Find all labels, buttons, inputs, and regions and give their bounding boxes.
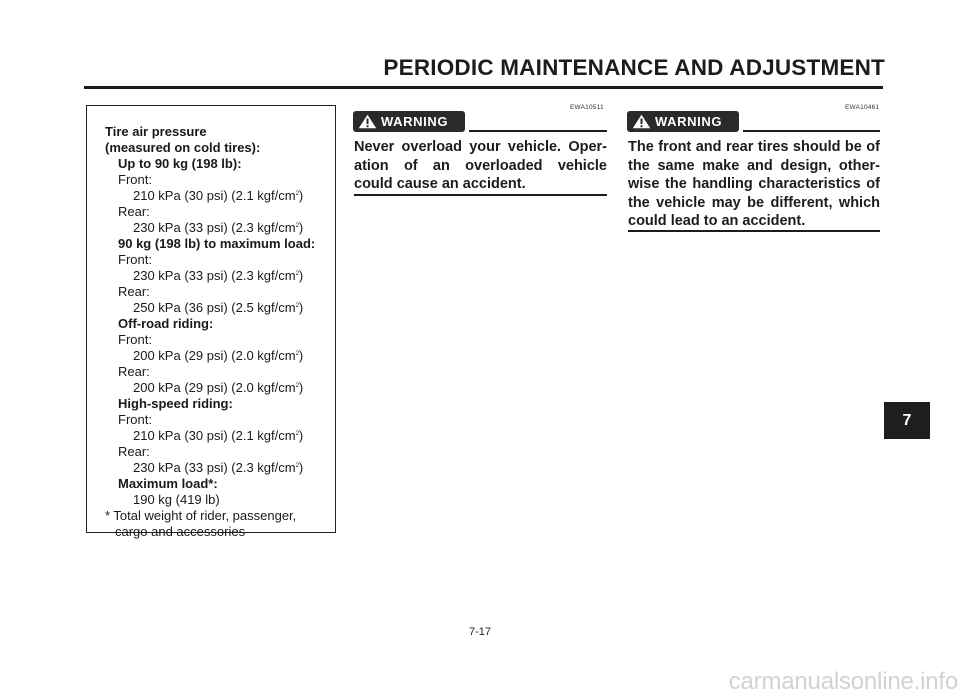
page-title: PERIODIC MAINTENANCE AND ADJUSTMENT [383, 55, 885, 80]
warning-code: EWA10461 [845, 104, 880, 111]
warning-rule [743, 130, 880, 132]
spec-line: Rear: [118, 444, 150, 459]
warning-text: The front and rear tires should be of the same make and design, other- wise the handling characteristics of the vehicle may be different, which could lead to an accident. [628, 139, 880, 229]
spec-line: Rear: [118, 284, 150, 299]
spec-line: 230 kPa (33 psi) (2.3 kgf/$cm^2$) [133, 268, 304, 283]
spec-line: 190 kg (419 lb) [133, 492, 220, 507]
warning-rule [354, 194, 607, 196]
spec-line: 90 kg (198 lb) to maximum load: [118, 236, 316, 251]
spec-line: 230 kPa (33 psi) (2.3 kgf/$cm^2$) [133, 220, 304, 235]
spec-line: Front: [118, 252, 152, 267]
spec-line: Maximum load*: [118, 476, 218, 491]
header-rule [84, 86, 883, 89]
spec-footnote: * Total weight of rider, passenger, [105, 508, 297, 523]
spec-line: 230 kPa (33 psi) (2.3 kgf/$cm^2$) [133, 460, 304, 475]
page-number: 7-17 [468, 626, 492, 638]
warning-rule [469, 130, 607, 132]
warning-badge [627, 111, 739, 132]
spec-line: Tire air pressure [105, 124, 207, 139]
warning-triangle-icon [632, 114, 651, 129]
spec-line: 250 kPa (36 psi) (2.5 kgf/$cm^2$) [133, 300, 304, 315]
spec-line: Rear: [118, 364, 150, 379]
spec-line: High-speed riding: [118, 396, 233, 411]
spec-line: 210 kPa (30 psi) (2.1 kgf/$cm^2$) [133, 428, 304, 443]
warning-label: WARNING [381, 114, 449, 129]
spec-line: Front: [118, 332, 152, 347]
spec-line: Rear: [118, 204, 150, 219]
warning-code: EWA10511 [570, 104, 604, 111]
tire-pressure-spec-box [86, 105, 336, 539]
spec-line: Front: [118, 412, 152, 427]
warning-badge [353, 111, 465, 132]
spec-line: Off-road riding: [118, 316, 214, 331]
warning-label: WARNING [655, 114, 723, 129]
warning-triangle-icon [358, 114, 377, 129]
chapter-tab: 7 [884, 402, 930, 439]
warning-text: Never overload your vehicle. Oper- ation of an overloaded vehicle could cause an accident. [354, 139, 607, 192]
spec-line: Up to 90 kg (198 lb): [118, 156, 242, 171]
spec-line: 200 kPa (29 psi) (2.0 kgf/$cm^2$) [133, 380, 304, 395]
spec-footnote: cargo and accessories [115, 524, 246, 539]
spec-line: Front: [118, 172, 152, 187]
warning-rule [628, 230, 880, 232]
watermark: carmanualsonline.info [728, 668, 958, 695]
spec-line: 210 kPa (30 psi) (2.1 kgf/$cm^2$) [133, 188, 304, 203]
spec-line: 200 kPa (29 psi) (2.0 kgf/$cm^2$) [133, 348, 304, 363]
spec-line: (measured on cold tires): [105, 140, 261, 155]
